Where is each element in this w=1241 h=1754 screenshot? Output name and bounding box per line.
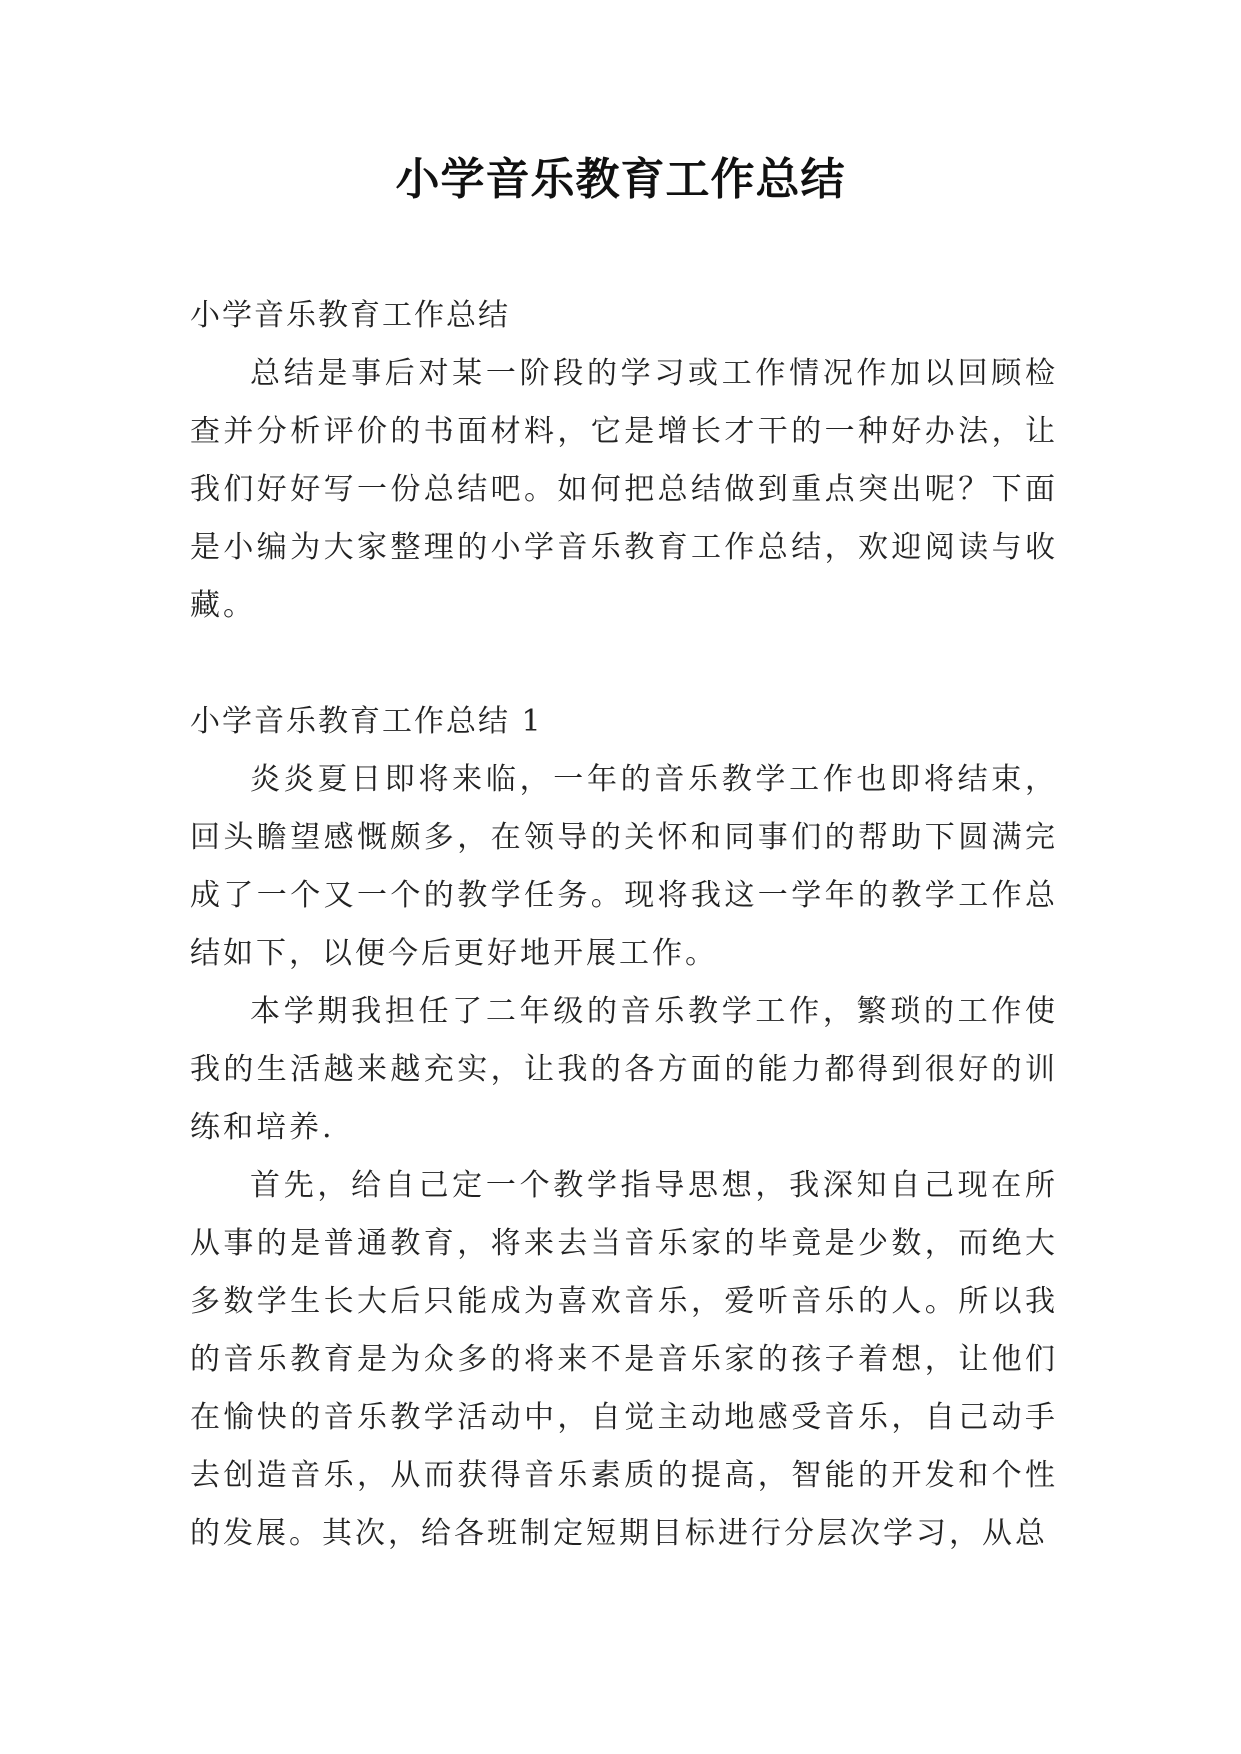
document-body [190, 287, 1058, 1563]
section-heading-intro: 小学音乐教育工作总结 [190, 298, 510, 333]
body-paragraph-1: 炎炎夏日即将来临，一年的音乐教学工作也即将结束，回头瞻望感慨颇多，在领导的关怀和同事们的帮助下圆满完成了一个又一个的教学任务。现将我这一学年的教学工作总结如下，以便今后更好地开展工作。 [190, 762, 1058, 971]
body-paragraph-3: 首先，给自己定一个教学指导思想，我深知自己现在所从事的是普通教育，将来去当音乐家的毕竟是少数，而绝大多数学生长大后只能成为喜欢音乐，爱听音乐的人。所以我的音乐教育是为众多的将来不是音乐家的孩子着想，让他们在愉快的音乐教学活动中，自觉主动地感受音乐，自己动手去创造音乐，从而获得音乐素质的提高，智能的开发和个性的发展。其次，给各班制定短期目标进行分层次学习，从总 [190, 1168, 1058, 1551]
section-spacer [190, 635, 1058, 693]
document-title: 小学音乐教育工作总结 [395, 154, 846, 205]
body-paragraph-2: 本学期我担任了二年级的音乐教学工作，繁琐的工作使我的生活越来越充实，让我的各方面的能力都得到很好的训练和培养. [190, 994, 1058, 1145]
section-heading-summary-1: 小学音乐教育工作总结 1 [190, 704, 543, 739]
intro-paragraph: 总结是事后对某一阶段的学习或工作情况作加以回顾检查并分析评价的书面材料，它是增长才干的一种好办法，让我们好好写一份总结吧。如何把总结做到重点突出呢？下面是小编为大家整理的小学音乐教育工作总结，欢迎阅读与收藏。 [190, 356, 1058, 623]
